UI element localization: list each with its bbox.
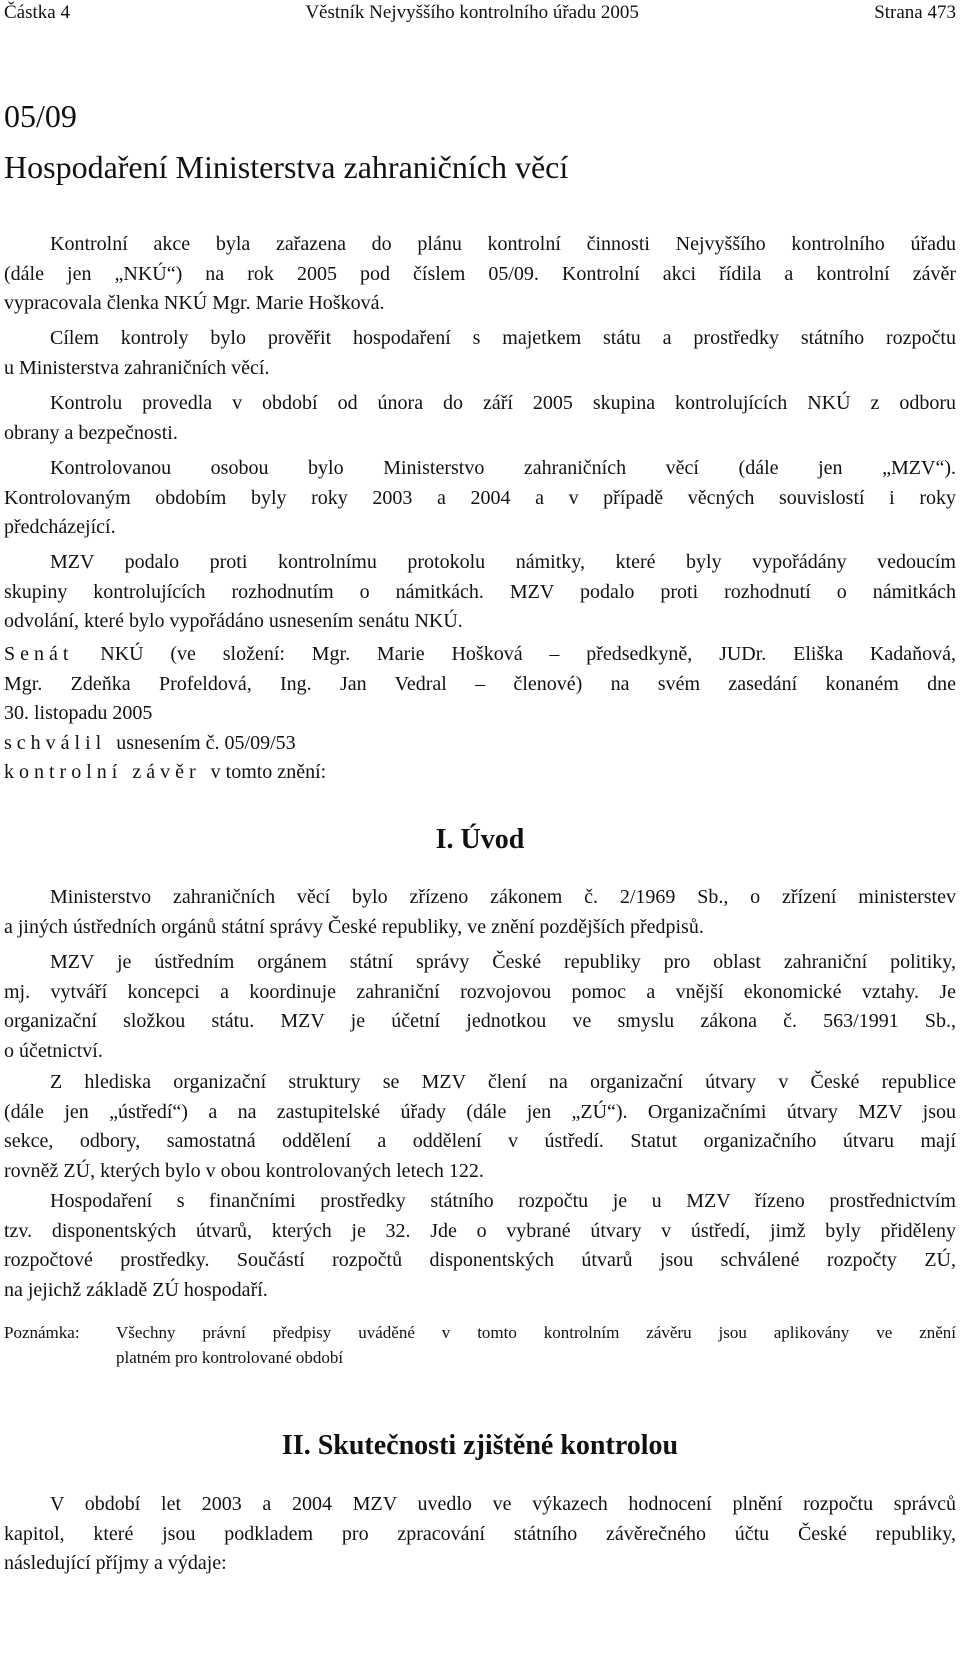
text-line: organizační složkou státu. MZV je účetní jednotkou ve smyslu zákona č. 563/1991 Sb., — [4, 1010, 956, 1032]
document-title: Hospodaření Ministerstva zahraničních věcí — [4, 149, 569, 185]
note-text — [116, 1320, 956, 1370]
text-line: a jiných ústředních orgánů státní správy České republiky, ve znění pozdějších předpisů. — [4, 915, 704, 938]
section-heading-skutecnosti: II. Skutečnosti zjištěné kontrolou — [281, 1430, 679, 1461]
text-line: obrany a bezpečnosti. — [4, 421, 178, 444]
intro-paragraph-4 — [4, 454, 956, 543]
text-line: Z hlediska organizační struktury se MZV člení na organizační útvary v České republice — [50, 1071, 956, 1093]
text-line: Kontrolovanou osobou bylo Ministerstvo zahraničních věcí (dále jen „MZV“). — [50, 457, 956, 479]
text-line: vypracovala členka NKÚ Mgr. Marie Hošková. — [4, 292, 385, 314]
text-line: předcházející. — [4, 516, 116, 538]
intro-paragraph-3 — [4, 389, 956, 448]
text-line: mj. vytváří koncepci a koordinuje zahraniční rozvojovou pomoc a vnější ekonomické vztahy. Je — [4, 980, 956, 1003]
intro-paragraph-5 — [4, 548, 956, 637]
zaver-word: závěr — [132, 761, 201, 783]
kontrolni-word: kontrolní — [4, 761, 123, 783]
senat-block — [4, 640, 956, 788]
section1-paragraph-2 — [4, 948, 956, 1066]
text-line: rozpočtové prostředky. Součástí rozpočtů disponentských útvarů jsou schválené rozpočty ZÚ, — [4, 1249, 956, 1271]
text-line: o účetnictví. — [4, 1039, 103, 1062]
text-line: Hospodaření s finančními prostředky státního rozpočtu je u MZV řízeno prostřednictvím — [50, 1190, 956, 1212]
text-line: sekce, odbory, samostatná oddělení a oddělení v ústředí. Statut organizačního útvaru mají — [4, 1130, 956, 1152]
page-header — [4, 2, 956, 24]
text-line: V období let 2003 a 2004 MZV uvedlo ve výkazech hodnocení plnění rozpočtu správců — [50, 1493, 956, 1515]
text-line — [4, 758, 956, 788]
text-line — [4, 729, 956, 759]
intro-paragraph-1 — [4, 230, 956, 319]
text-line: 30. listopadu 2005 — [4, 702, 153, 724]
resolution-text: usnesením č. 05/09/53 — [116, 731, 296, 754]
text-line: odvolání, které bylo vypořádáno usnesením senátu NKÚ. — [4, 610, 463, 632]
text-line: Cílem kontroly bylo prověřit hospodaření s majetkem státu a prostředky státního rozpočtu — [50, 327, 956, 349]
text-line: na jejichž základě ZÚ hospodaří. — [4, 1278, 268, 1301]
text-line: (dále jen „ústředí“) a na zastupitelské úřady (dále jen „ZÚ“). Organizačními útvary MZV jsou — [4, 1100, 956, 1123]
text-line: platném pro kontrolované období — [116, 1348, 344, 1367]
document-number: 05/09 — [4, 98, 77, 134]
note-label: Poznámka: — [4, 1323, 80, 1342]
text-line: Všechny právní předpisy uváděné v tomto kontrolním závěru jsou aplikovány ve znění — [116, 1323, 956, 1342]
text-line: Kontrolu provedla v období od února do září 2005 skupina kontrolujících NKÚ z odboru — [50, 392, 956, 414]
header-page-number: Strana 473 — [874, 2, 956, 23]
text-line: následující příjmy a výdaje: — [4, 1552, 227, 1574]
text-line: Ministerstvo zahraničních věcí bylo zřízeno zákonem č. 2/1969 Sb., o zřízení ministerstev — [50, 886, 956, 908]
text-line: Kontrolní akce byla zařazena do plánu kontrolní činnosti Nejvyššího kontrolního úřadu — [50, 233, 956, 255]
senat-text: NKÚ (ve složení: Mgr. Marie Hošková – předsedkyně, JUDr. Eliška Kadaňová, — [73, 643, 956, 665]
header-part: Částka 4 — [4, 2, 70, 23]
text-line: Mgr. Zdeňka Profeldová, Ing. Jan Vedral – členové) na svém zasedání konaném dne — [4, 672, 956, 695]
zaver-text: v tomto znění: — [210, 761, 327, 783]
text-line: kapitol, které jsou podkladem pro zpracování státního závěrečného účtu České republiky, — [4, 1522, 956, 1545]
text-line — [4, 640, 956, 670]
text-line: MZV podalo proti kontrolnímu protokolu námitky, které byly vypořádány vedoucím — [50, 551, 956, 573]
schvalil-word: schválil — [4, 731, 107, 754]
text-line: tzv. disponentských útvarů, kterých je 32. Jde o vybrané útvary v ústředí, jimž byly přiděleny — [4, 1219, 956, 1242]
text-line: u Ministerstva zahraničních věcí. — [4, 356, 270, 379]
section2-paragraph-1 — [4, 1490, 956, 1579]
intro-paragraph-2 — [4, 324, 956, 383]
section1-paragraph-4 — [4, 1187, 956, 1305]
note-block — [4, 1320, 956, 1370]
text-line: (dále jen „NKÚ“) na rok 2005 pod číslem 05/09. Kontrolní akci řídila a kontrolní závěr — [4, 262, 956, 285]
text-line: Kontrolovaným obdobím byly roky 2003 a 2004 a v případě věcných souvislostí i roky — [4, 486, 956, 509]
text-line: rovněž ZÚ, kterých bylo v obou kontrolovaných letech 122. — [4, 1159, 484, 1182]
section1-paragraph-1 — [4, 883, 956, 942]
section1-paragraph-3 — [4, 1068, 956, 1186]
section-heading-uvod: I. Úvod — [435, 824, 525, 855]
text-line: MZV je ústředním orgánem státní správy České republiky pro oblast zahraniční politiky, — [50, 951, 956, 973]
senat-word: Senát — [4, 643, 74, 665]
header-title: Věstník Nejvyššího kontrolního úřadu 2005 — [305, 2, 639, 23]
text-line: skupiny kontrolujících rozhodnutím o námitkách. MZV podalo proti rozhodnutí o námitkách — [4, 580, 956, 603]
